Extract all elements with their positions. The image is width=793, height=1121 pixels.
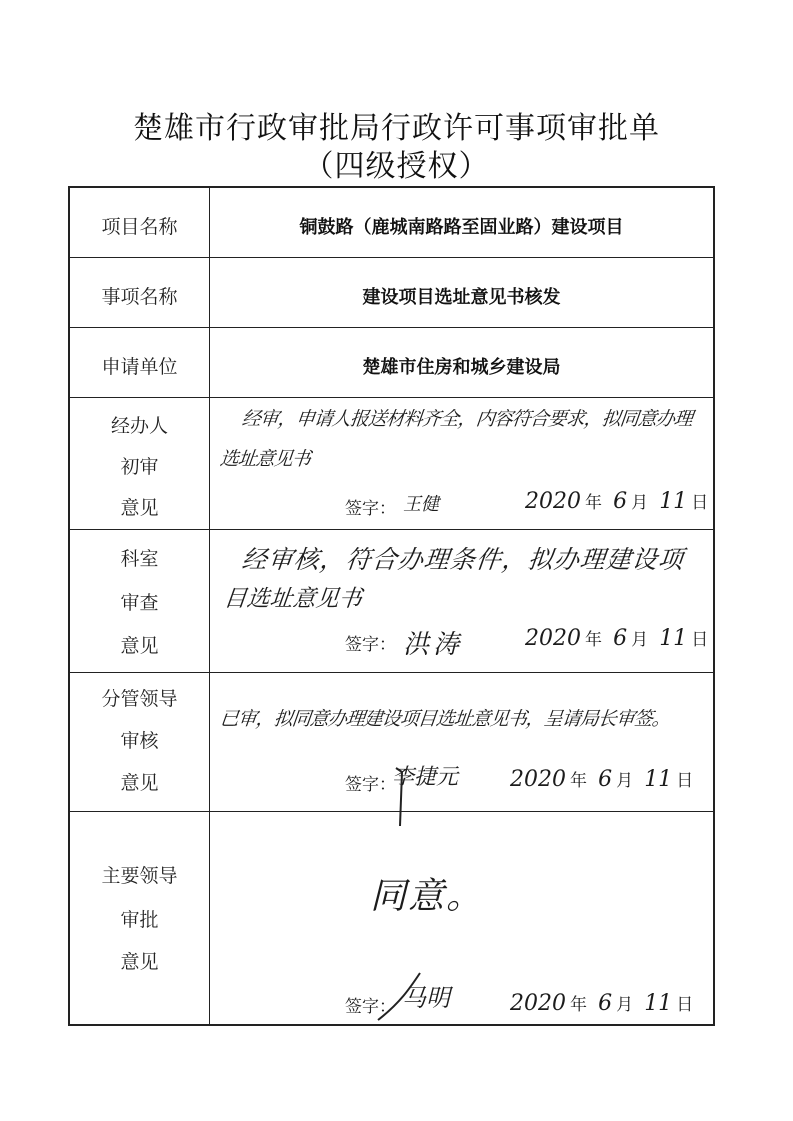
chief-date: 2020 年 6 月 11 日 xyxy=(510,991,694,1016)
handler-label-2: 初审 xyxy=(120,456,159,478)
section-sign-label: 签字： xyxy=(345,635,396,655)
chief-label-1: 主要领导 xyxy=(101,865,178,887)
row-divider xyxy=(70,327,713,328)
form-subtitle: （四级授权） xyxy=(303,149,490,184)
project-name-label: 项目名称 xyxy=(101,216,178,238)
handler-signature: 王健 xyxy=(403,494,439,515)
form-title: 楚雄市行政审批局行政许可事项审批单 xyxy=(133,111,660,146)
row-divider xyxy=(70,672,713,673)
chief-signature-stroke xyxy=(370,958,440,1028)
applicant-value: 楚雄市住房和城乡建设局 xyxy=(362,357,561,378)
deputy-label-2: 审核 xyxy=(120,730,159,752)
row-divider xyxy=(70,529,713,530)
column-divider xyxy=(209,188,210,1024)
section-opinion-line1: 经审核，符合办理条件，拟办理建设项 xyxy=(240,545,686,574)
handler-label-3: 意见 xyxy=(120,497,159,519)
section-label-2: 审查 xyxy=(120,592,159,614)
row-divider xyxy=(70,397,713,398)
chief-sign-label: 签字： xyxy=(345,997,396,1017)
section-label-1: 科室 xyxy=(120,548,159,570)
deputy-opinion-line1: 已审，拟同意办理建设项目选址意见书，呈请局长审签。 xyxy=(218,708,672,730)
chief-label-2: 审批 xyxy=(120,909,159,931)
section-signature: 洪涛 xyxy=(403,630,464,660)
chief-opinion: 同意。 xyxy=(370,876,485,917)
section-date: 2020 年 6 月 11 日 xyxy=(525,626,709,651)
section-opinion-line2: 目选址意见书 xyxy=(222,586,364,612)
approval-form-table xyxy=(68,186,715,1026)
deputy-signature-stroke xyxy=(388,758,440,828)
chief-signature: 马明 xyxy=(402,984,450,1012)
handler-opinion-line1: 经审，申请人报送材料齐全，内容符合要求，拟同意办理 xyxy=(240,408,694,430)
deputy-label-3: 意见 xyxy=(120,772,159,794)
handler-date: 2020 年 6 月 11 日 xyxy=(525,489,709,514)
applicant-label: 申请单位 xyxy=(101,356,178,378)
matter-name-label: 事项名称 xyxy=(101,286,178,308)
chief-label-3: 意见 xyxy=(120,951,159,973)
deputy-signature: 李捷元 xyxy=(392,765,459,790)
deputy-date: 2020 年 6 月 11 日 xyxy=(510,767,694,792)
handler-label-1: 经办人 xyxy=(110,415,168,437)
handler-sign-label: 签字： xyxy=(345,499,396,519)
handler-opinion-line2: 选址意见书 xyxy=(218,448,312,470)
section-label-3: 意见 xyxy=(120,635,159,657)
deputy-sign-label: 签字： xyxy=(345,775,396,795)
deputy-label-1: 分管领导 xyxy=(101,688,178,710)
row-divider xyxy=(70,257,713,258)
project-name-value: 铜鼓路（鹿城南路路至固业路）建设项目 xyxy=(299,217,624,238)
matter-name-value: 建设项目选址意见书核发 xyxy=(362,287,561,308)
